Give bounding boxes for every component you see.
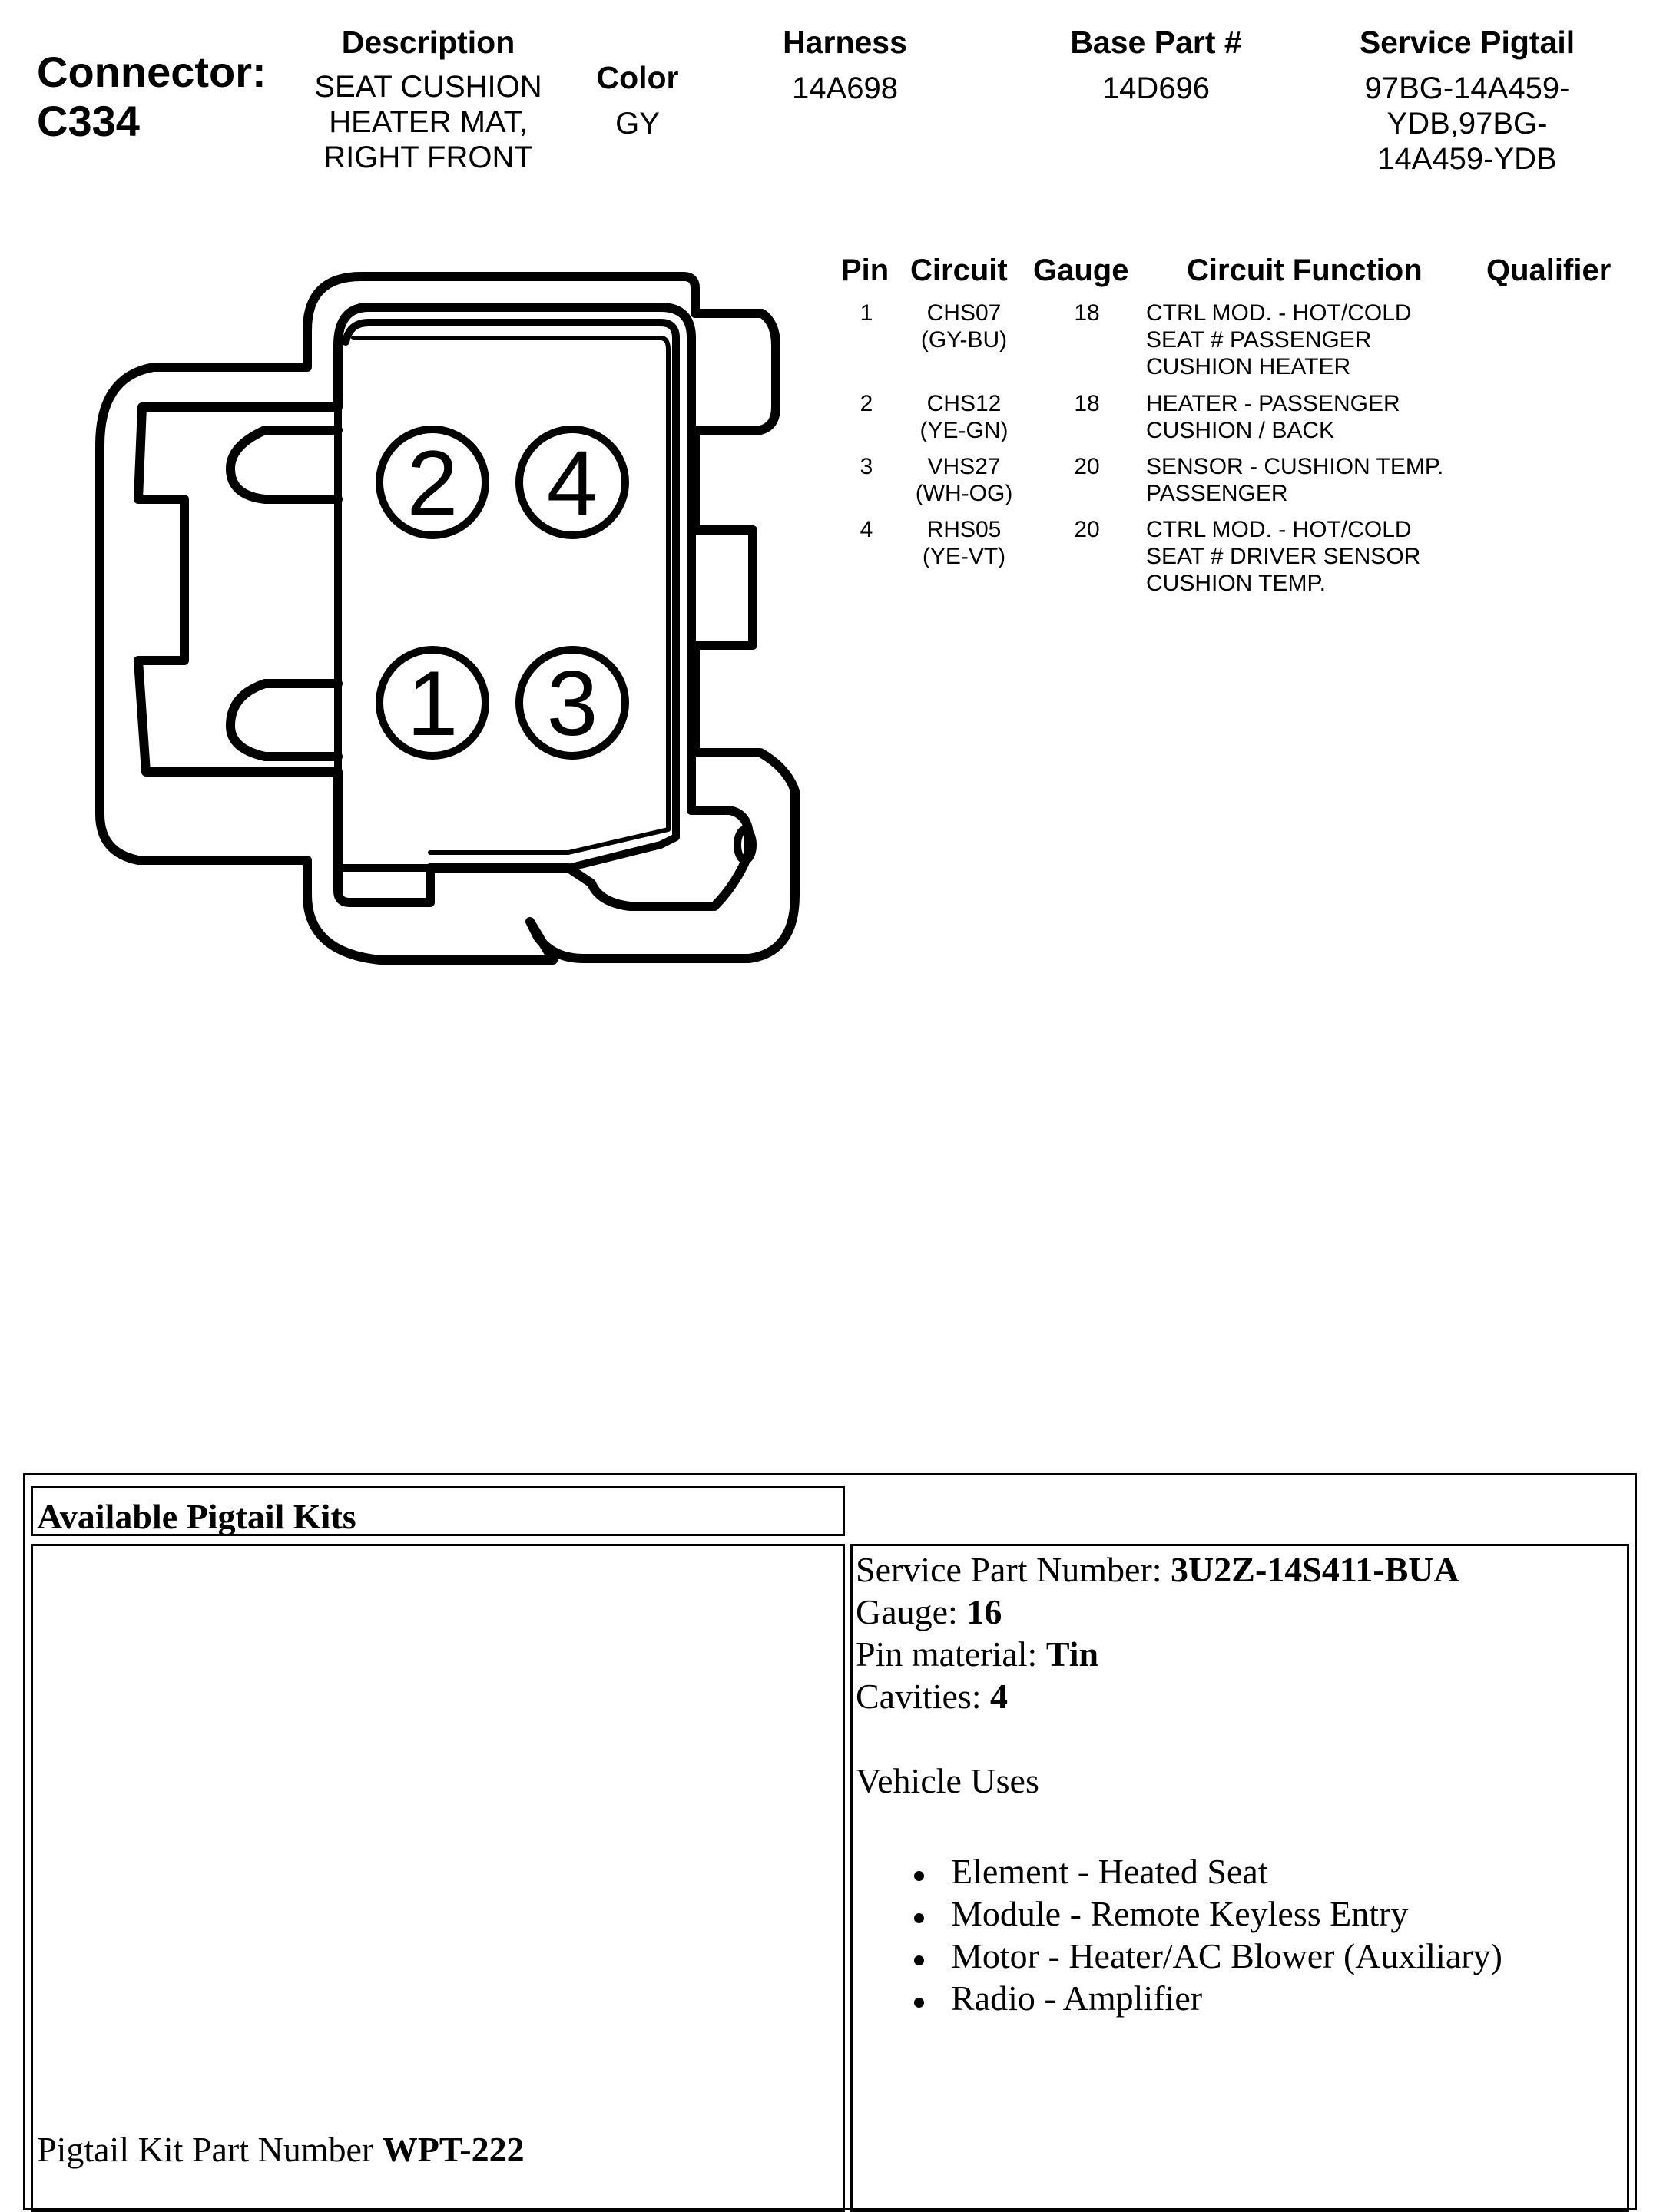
service-part-value: 3U2Z-14S411-BUA [1171,1550,1459,1589]
pin-material-label: Pin material: [856,1634,1046,1674]
cavities-label: Cavities: [856,1677,991,1716]
pin-row-1-circuit: CHS07 (GY-BU) [920,300,1008,353]
vehicle-use-item: Motor - Heater/AC Blower (Auxiliary) [951,1936,1502,1975]
gauge-value: 16 [966,1592,1002,1631]
pigtail-kit-image-cell [31,1544,845,2212]
pin-material-line [856,1633,1098,1675]
service-pigtail-header: Service Pigtail [1359,25,1575,60]
description-value: SEAT CUSHION HEATER MAT, RIGHT FRONT [314,70,542,174]
pin-row-1-pin: 1 [860,300,873,326]
lower-latch-notch [230,684,338,757]
service-part-label: Service Part Number: [856,1550,1171,1589]
cavities-value: 4 [990,1677,1009,1716]
pigtail-kit-part-label: Pigtail Kit Part Number [37,2130,383,2169]
vehicle-use-item: Element - Heated Seat [951,1852,1268,1891]
cavity-label-4: 4 [546,432,598,535]
vehicle-use-item: Radio - Amplifier [951,1979,1203,2018]
base-part-header: Base Part # [1070,25,1242,60]
base-part-value: 14D696 [1101,71,1211,105]
service-pigtail-value: 97BG-14A459- YDB,97BG- 14A459-YDB [1364,71,1570,176]
pigtail-kit-part-line [37,2129,525,2170]
pin-header: Pin [841,253,889,287]
connector-face-diagram [0,0,845,998]
pin-row-4-function: CTRL MOD. - HOT/COLD SEAT # DRIVER SENSOR CUSHION TEMP. [1146,517,1421,596]
bullet-icon [914,1998,924,2008]
pin-row-1-gauge: 18 [1074,300,1100,326]
service-part-line [856,1548,1459,1591]
pin-row-2-circuit: CHS12 (YE-GN) [919,391,1009,443]
pin-row-4-circuit: RHS05 (YE-VT) [922,517,1006,569]
pin-row-4-pin: 4 [860,517,873,542]
pin-row-3-pin: 3 [860,454,873,479]
pin-row-3-circuit: VHS27 (WH-OG) [915,454,1013,506]
gauge-line [856,1591,1002,1633]
upper-latch-notch [230,430,338,499]
harness-value: 14A698 [792,71,898,105]
qualifier-header: Qualifier [1486,253,1612,287]
cavity-label-1: 1 [406,652,459,755]
pin-row-4-gauge: 20 [1074,517,1100,542]
pin-row-2-pin: 2 [860,391,873,416]
pin-row-3-gauge: 20 [1074,454,1100,479]
pin-row-2-function: HEATER - PASSENGER CUSHION / BACK [1146,391,1400,443]
description-header: Description [341,25,515,60]
connector-title: Connector: C334 [37,48,267,145]
circuit-header: Circuit [910,253,1008,287]
bullet-icon [914,1955,924,1965]
cavity-label-3: 3 [546,652,598,755]
pigtail-kits-title: Available Pigtail Kits [37,1497,356,1536]
bullet-icon [914,1871,924,1881]
cavity-label-2: 2 [406,432,459,535]
pin-row-2-gauge: 18 [1074,391,1100,416]
gauge-header: Gauge [1033,253,1129,287]
inner-wall-2 [353,338,668,853]
color-value: GY [615,107,660,141]
pin-material-value: Tin [1045,1634,1099,1674]
housing-inner-outline [138,307,749,906]
color-header: Color [596,60,679,95]
cavities-line [856,1675,1008,1717]
bullet-icon [914,1913,924,1923]
inner-wall [338,323,676,868]
vehicle-use-item: Module - Remote Keyless Entry [951,1894,1409,1933]
harness-header: Harness [783,25,907,60]
pin-row-1-function: CTRL MOD. - HOT/COLD SEAT # PASSENGER CUSHION HEATER [1146,300,1412,379]
pin-row-3-function: SENSOR - CUSHION TEMP. PASSENGER [1146,454,1444,506]
vehicle-uses-heading: Vehicle Uses [856,1761,1039,1800]
gauge-label: Gauge: [856,1592,967,1631]
pigtail-kit-part-value: WPT-222 [382,2130,525,2169]
circuit-function-header: Circuit Function [1187,253,1423,287]
